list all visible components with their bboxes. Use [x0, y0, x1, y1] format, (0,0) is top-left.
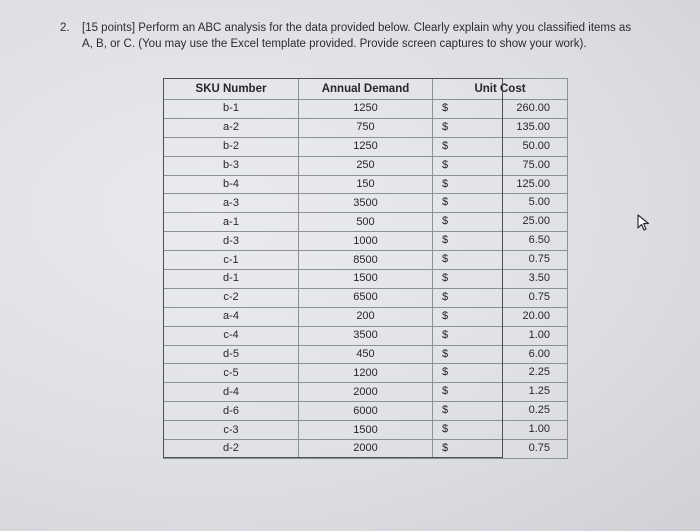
currency-symbol: $ [442, 139, 449, 152]
cell-sku: c-5 [164, 364, 299, 383]
cell-sku: d-3 [164, 232, 299, 251]
cell-annual-demand: 750 [299, 118, 433, 137]
cell-annual-demand: 1200 [299, 364, 433, 383]
cost-amount: 1.00 [528, 423, 550, 436]
currency-symbol: $ [442, 423, 449, 436]
table-header-row [164, 79, 568, 100]
currency-symbol: $ [442, 328, 449, 341]
table-row [164, 156, 568, 175]
cell-annual-demand: 3500 [299, 326, 433, 345]
cell-sku: a-4 [164, 307, 299, 326]
cost-amount: 0.75 [528, 253, 550, 266]
cell-sku: c-2 [164, 288, 299, 307]
cost-amount: 125.00 [516, 177, 550, 190]
currency-symbol: $ [442, 177, 449, 190]
cell-annual-demand: 500 [299, 213, 433, 232]
table-row [164, 288, 568, 307]
cell-annual-demand: 1250 [299, 100, 433, 119]
cost-amount: 50.00 [522, 139, 550, 152]
cell-annual-demand: 2000 [299, 440, 433, 459]
cell-annual-demand: 1500 [299, 270, 433, 289]
cell-sku: d-2 [164, 440, 299, 459]
cell-sku: b-4 [164, 175, 299, 194]
cell-unit-cost [433, 118, 568, 137]
cost-amount: 0.75 [528, 290, 550, 303]
cell-unit-cost [433, 326, 568, 345]
cell-unit-cost [433, 213, 568, 232]
table-row [164, 326, 568, 345]
cell-annual-demand: 250 [299, 156, 433, 175]
cost-amount: 135.00 [516, 120, 550, 133]
cell-unit-cost [433, 421, 568, 440]
cell-sku: a-2 [164, 118, 299, 137]
currency-symbol: $ [442, 290, 449, 303]
question-block [60, 20, 640, 52]
cost-amount: 25.00 [522, 215, 550, 228]
table-row [164, 383, 568, 402]
cell-sku: d-1 [164, 270, 299, 289]
cell-annual-demand: 1500 [299, 421, 433, 440]
cell-annual-demand: 1000 [299, 232, 433, 251]
cell-sku: d-4 [164, 383, 299, 402]
table-row [164, 402, 568, 421]
cell-unit-cost [433, 232, 568, 251]
table-row [164, 270, 568, 289]
cell-sku: b-3 [164, 156, 299, 175]
cell-unit-cost [433, 251, 568, 270]
currency-symbol: $ [442, 385, 449, 398]
cost-amount: 2.25 [528, 366, 550, 379]
table-row [164, 421, 568, 440]
table-row [164, 232, 568, 251]
cell-annual-demand: 450 [299, 345, 433, 364]
cell-annual-demand: 6500 [299, 288, 433, 307]
table-row [164, 100, 568, 119]
table-row [164, 137, 568, 156]
cell-unit-cost [433, 345, 568, 364]
cell-sku: b-2 [164, 137, 299, 156]
table-row [164, 364, 568, 383]
cell-unit-cost [433, 137, 568, 156]
table-row [164, 118, 568, 137]
table-row [164, 175, 568, 194]
cell-unit-cost [433, 364, 568, 383]
currency-symbol: $ [442, 272, 449, 285]
cost-amount: 3.50 [528, 272, 550, 285]
currency-symbol: $ [442, 158, 449, 171]
currency-symbol: $ [442, 347, 449, 360]
cell-unit-cost [433, 402, 568, 421]
currency-symbol: $ [442, 442, 449, 455]
currency-symbol: $ [442, 309, 449, 322]
cell-sku: c-3 [164, 421, 299, 440]
mouse-pointer-icon [637, 214, 651, 237]
cell-annual-demand: 150 [299, 175, 433, 194]
cost-amount: 0.25 [528, 404, 550, 417]
cell-unit-cost [433, 175, 568, 194]
cost-amount: 1.25 [528, 385, 550, 398]
cost-amount: 1.00 [528, 328, 550, 341]
cell-sku: c-4 [164, 326, 299, 345]
header-unit-cost: Unit Cost [433, 79, 568, 100]
cell-annual-demand: 1250 [299, 137, 433, 156]
cell-unit-cost [433, 270, 568, 289]
cost-amount: 6.00 [528, 347, 550, 360]
question-text: [15 points] Perform an ABC analysis for the data provided below. Clearly explain why you classified items as A, B, or C. (You may use the Excel template provided. Provide screen captures to show your work). [82, 22, 632, 50]
cell-sku: b-1 [164, 100, 299, 119]
cell-unit-cost [433, 288, 568, 307]
question-number: 2. [60, 22, 70, 34]
table-row [164, 194, 568, 213]
cost-amount: 260.00 [516, 102, 550, 114]
table-row [164, 213, 568, 232]
currency-symbol: $ [442, 215, 449, 228]
cell-sku: c-1 [164, 251, 299, 270]
table-body [164, 100, 568, 459]
cell-unit-cost [433, 383, 568, 402]
cost-amount: 20.00 [522, 309, 550, 322]
cell-sku: a-1 [164, 213, 299, 232]
cell-unit-cost [433, 156, 568, 175]
cell-annual-demand: 200 [299, 307, 433, 326]
table-row [164, 345, 568, 364]
cell-annual-demand: 8500 [299, 251, 433, 270]
cell-annual-demand: 3500 [299, 194, 433, 213]
cell-unit-cost [433, 100, 568, 119]
currency-symbol: $ [442, 196, 449, 209]
cost-amount: 6.50 [528, 234, 550, 247]
table-row [164, 440, 568, 459]
currency-symbol: $ [442, 102, 449, 114]
table-row [164, 307, 568, 326]
currency-symbol: $ [442, 234, 449, 247]
cell-sku: d-5 [164, 345, 299, 364]
cell-sku: d-6 [164, 402, 299, 421]
currency-symbol: $ [442, 366, 449, 379]
cell-sku: a-3 [164, 194, 299, 213]
cell-unit-cost [433, 194, 568, 213]
header-annual-demand: Annual Demand [299, 79, 433, 100]
cost-amount: 5.00 [528, 196, 550, 209]
currency-symbol: $ [442, 253, 449, 266]
abc-data-table [163, 78, 568, 459]
cell-annual-demand: 6000 [299, 402, 433, 421]
currency-symbol: $ [442, 404, 449, 417]
header-sku: SKU Number [164, 79, 299, 100]
cost-amount: 75.00 [522, 158, 550, 171]
table-row [164, 251, 568, 270]
cell-unit-cost [433, 440, 568, 459]
cell-annual-demand: 2000 [299, 383, 433, 402]
cell-unit-cost [433, 307, 568, 326]
cost-amount: 0.75 [528, 442, 550, 455]
currency-symbol: $ [442, 120, 449, 133]
